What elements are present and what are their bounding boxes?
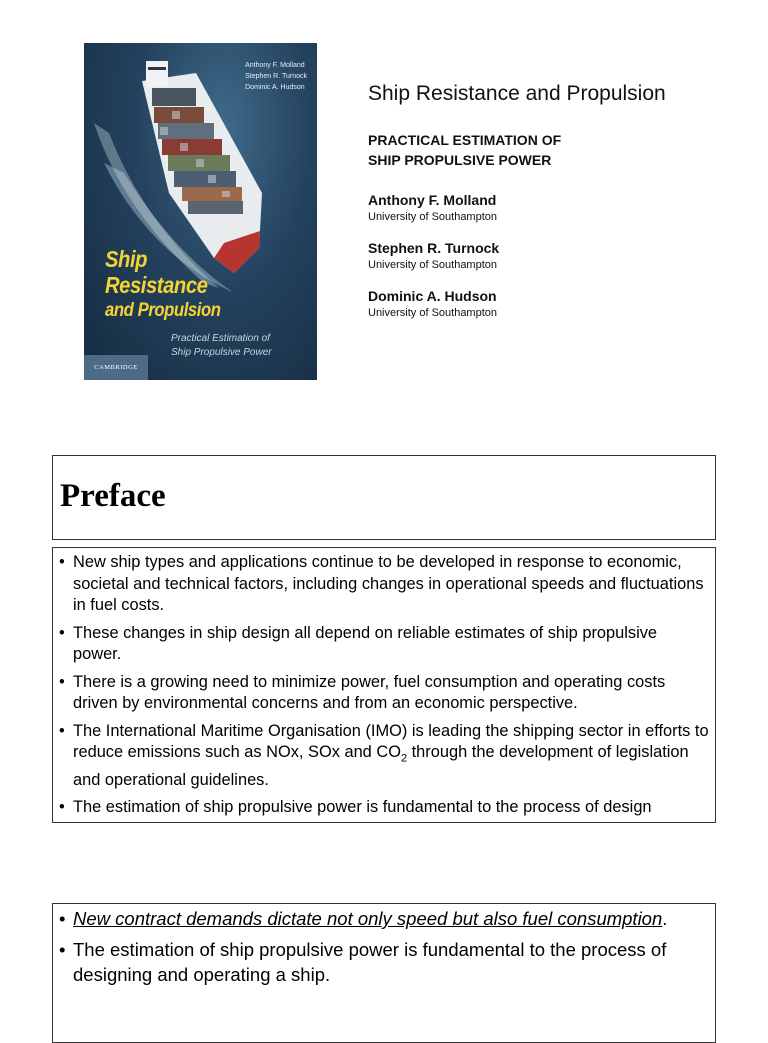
author-entry [368, 239, 666, 273]
author-affiliation: University of Southampton [368, 307, 498, 319]
cover-author: Anthony F. Molland [245, 62, 305, 69]
subscript-2: 2 [400, 752, 408, 765]
imo-text: The International Maritime Organisation (IMO) is leading the shipping sector in efforts to reduce emissions such as NOx, SOx and CO [73, 721, 709, 761]
cover-title-line: and Propulsion [105, 300, 221, 321]
cover-subtitle [171, 332, 272, 360]
preface-heading-box [52, 455, 716, 540]
slide-bullets-box [52, 903, 716, 1043]
book-subtitle-line: PRACTICAL ESTIMATION OF [368, 132, 562, 148]
author-entry [368, 287, 666, 321]
book-cover-image [84, 43, 317, 380]
cover-author: Dominic A. Hudson [245, 84, 305, 91]
cover-subtitle-line: Practical Estimation of [171, 333, 270, 344]
cover-title-line: Resistance [105, 272, 208, 298]
list-item: • New ship types and applications continue to be developed in response to economic, societal and technical factors, including changes in operational speeds and fluctuations in fuel costs. [59, 552, 709, 617]
preface-bullets-box [52, 547, 716, 823]
list-item: • The estimation of ship propulsive power is fundamental to the process of designing and operating a ship. [59, 937, 709, 987]
author-name: Anthony F. Molland [368, 192, 497, 208]
cover-title [105, 246, 221, 324]
preface-heading: Preface [60, 478, 166, 514]
title-page [368, 80, 666, 321]
book-title: Ship Resistance and Propulsion [368, 82, 666, 105]
list-item: • The estimation of ship propulsive power is fundamental to the process of design [59, 797, 709, 819]
list-item [59, 906, 709, 931]
slide-bullet-list [53, 904, 715, 987]
author-name: Stephen R. Turnock [368, 240, 500, 256]
cover-title-line: Ship [105, 246, 148, 272]
imo-text-tail: through the development of legislation and operational guidelines. [73, 743, 689, 789]
cover-author: Stephen R. Turnock [245, 73, 307, 80]
author-name: Dominic A. Hudson [368, 288, 497, 304]
author-affiliation: University of Southampton [368, 259, 498, 271]
author-list [368, 191, 666, 321]
preface-bullet-list [53, 548, 715, 819]
author-entry [368, 191, 666, 225]
publisher-logo: CAMBRIDGE [84, 355, 148, 380]
list-item: • There is a growing need to minimize power, fuel consumption and operating costs driven by environmental concerns and from an economic perspective. [59, 672, 709, 715]
book-subtitle [368, 130, 666, 170]
cover-authors [245, 60, 307, 93]
punctuation: . [662, 908, 668, 929]
cover-subtitle-line: Ship Propulsive Power [171, 347, 272, 358]
book-subtitle-line: SHIP PROPULSIVE POWER [368, 152, 552, 168]
list-item [59, 721, 709, 792]
ship-illustration [84, 43, 317, 380]
author-affiliation: University of Southampton [368, 211, 498, 223]
list-item: • These changes in ship design all depend on reliable estimates of ship propulsive power. [59, 623, 709, 666]
underlined-text: New contract demands dictate not only speed but also fuel consumption [73, 908, 663, 929]
